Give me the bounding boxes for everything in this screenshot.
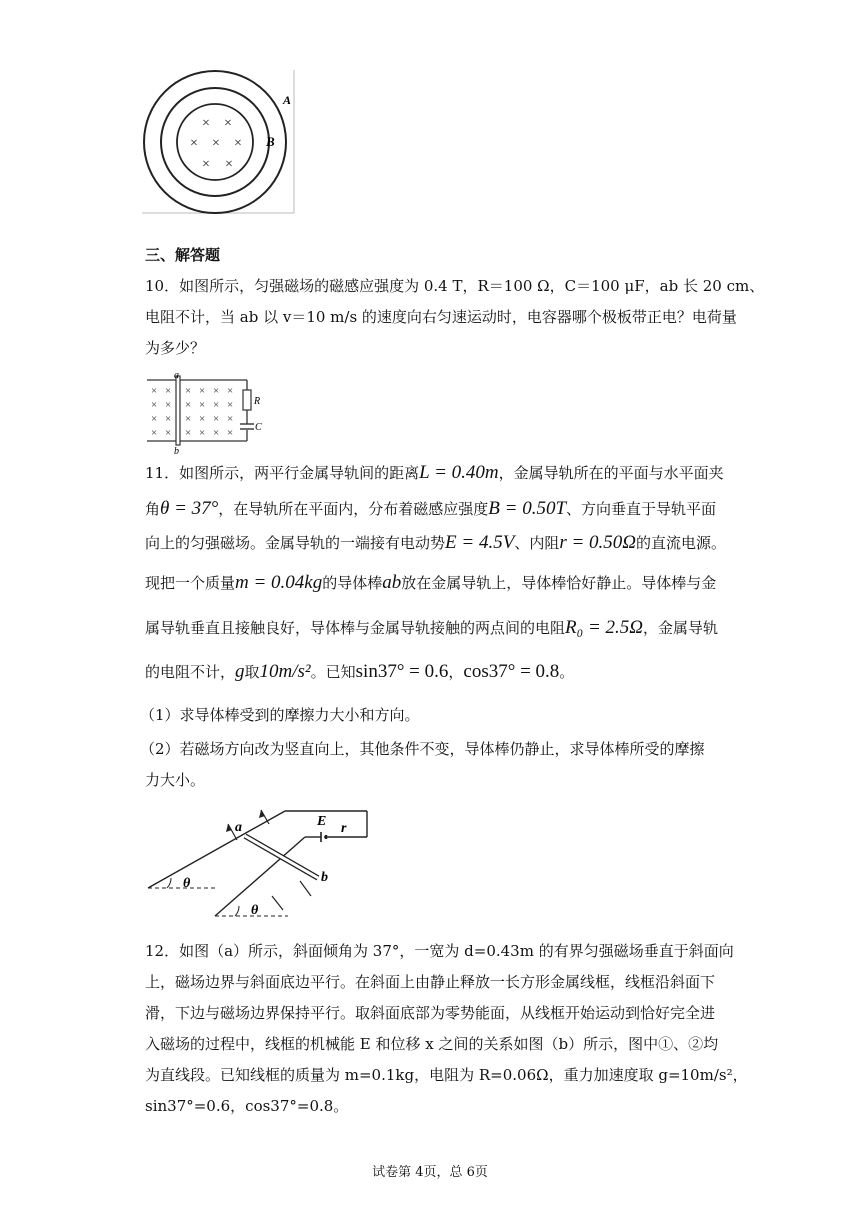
q11-l3-math-1: E = 4.5V <box>445 532 515 553</box>
q12-line-5: 为直线段。已知线框的质量为 m=0.1kg，电阻为 R=0.06Ω，重力加速度取 g=10m/s²， <box>145 1066 748 1084</box>
cross-mark: × <box>212 136 220 151</box>
cross-mark: × <box>165 399 172 411</box>
rod-label-a: a <box>174 370 179 381</box>
q11-sub-1: （1）求导体棒受到的摩擦力大小和方向。 <box>140 706 420 724</box>
cross-mark: × <box>151 385 158 397</box>
q11-l6-text-e: 。 <box>559 663 575 681</box>
q11-l2-text-b: ，在导轨所在平面内，分布着磁感应强度 <box>218 500 489 518</box>
q11-line-6 <box>145 661 574 683</box>
field-crosses <box>151 385 233 439</box>
q11-l6-g: g <box>235 661 245 682</box>
q11-l6-math-3: cos37° = 0.8 <box>463 661 560 682</box>
cross-mark: × <box>185 413 192 425</box>
q11-l3-text-a: 向上的匀强磁场。金属导轨的一端接有电动势 <box>145 534 446 552</box>
q10-line-3: 为多少？ <box>145 339 206 357</box>
q11-l2-math-2: B = 0.50T <box>488 498 567 519</box>
q11-line-4 <box>145 572 716 594</box>
ring-label-b: B <box>266 134 275 149</box>
cross-mark: × <box>165 385 172 397</box>
cross-mark: × <box>213 413 220 425</box>
cross-mark: × <box>227 427 234 439</box>
q10-circuit-figure <box>143 370 268 456</box>
q12-line-6: sin37°=0.6，cos37°=0.8。 <box>145 1097 349 1115</box>
cross-mark: × <box>151 399 158 411</box>
q11-l3-text-b: 、内阻 <box>514 534 560 552</box>
q11-l4-math: m = 0.04kg <box>235 572 323 593</box>
cross-mark: × <box>224 116 232 131</box>
q12-line-4: 入磁场的过程中，线框的机械能 E 和位移 x 之间的关系如图（b）所示，图中①、②均 <box>145 1035 719 1053</box>
cross-mark: × <box>227 399 234 411</box>
q11-l4-ab: ab <box>382 572 402 593</box>
rod-label-b: b <box>174 446 179 456</box>
q11-l2-math-1: θ = 37° <box>160 498 219 519</box>
cross-mark: × <box>185 399 192 411</box>
q12-line-2: 上，磁场边界与斜面底边平行。在斜面上由静止释放一长方形金属线框，线框沿斜面下 <box>145 973 716 991</box>
q11-l6-text-c: 。已知 <box>310 663 356 681</box>
q11-l2-text-c: 、方向垂直于导轨平面 <box>566 500 717 518</box>
cross-mark: × <box>213 399 220 411</box>
q11-l4-text-c: 放在金属导轨上，导体棒恰好静止。导体棒与金 <box>401 574 717 592</box>
q11-l5-text-a: 属导轨垂直且接触良好，导体棒与金属导轨接触的两点间的电阻 <box>145 619 566 637</box>
q11-sub-2-line-2: 力大小。 <box>145 771 206 789</box>
cross-mark: × <box>199 427 206 439</box>
rod-label-b: b <box>321 870 328 885</box>
cross-mark: × <box>199 413 206 425</box>
q12-line-1: 12．如图（a）所示，斜面倾角为 37°，一宽为 d=0.43m 的有界匀强磁场垂直于斜面向 <box>145 942 734 960</box>
page-footer: 试卷第 4页，总 6页 <box>372 1165 488 1180</box>
cross-mark: × <box>199 385 206 397</box>
q11-l6-text-a: 的电阻不计， <box>145 663 236 681</box>
q10-line-1: 10．如图所示，匀强磁场的磁感应强度为 0.4 T，R＝100 Ω，C＝100 μF，ab 长 20 cm、 <box>145 277 765 295</box>
q11-l6-text-b: 取 <box>244 663 260 681</box>
q12-line-3: 滑，下边与磁场边界保持平行。取斜面底部为零势能面，从线框开始运动到恰好完全进 <box>145 1004 716 1022</box>
cross-mark: × <box>202 157 210 172</box>
cross-mark: × <box>202 116 210 131</box>
q11-l6-math-2: sin37° = 0.6 <box>355 661 449 682</box>
q11-l1-text-a: 11．如图所示，两平行金属导轨间的距离 <box>145 464 420 482</box>
q11-incline-figure <box>145 806 375 924</box>
q11-l3-math-2: r = 0.50Ω <box>559 532 637 553</box>
cross-mark: × <box>213 385 220 397</box>
q11-l4-text-a: 现把一个质量 <box>145 574 236 592</box>
cross-mark: × <box>213 427 220 439</box>
cross-mark: × <box>227 385 234 397</box>
emf-label: E <box>317 814 327 829</box>
angle-label: θ <box>251 903 259 918</box>
q11-l5-text-b: ，金属导轨 <box>643 619 719 637</box>
q11-l6-math-1: 10m/s² <box>259 661 311 682</box>
cross-mark: × <box>227 413 234 425</box>
cross-mark: × <box>199 399 206 411</box>
cross-mark: × <box>225 157 233 172</box>
ring-label-a: A <box>283 93 292 107</box>
cross-mark: × <box>185 427 192 439</box>
cross-mark: × <box>151 413 158 425</box>
cross-mark: × <box>165 427 172 439</box>
q11-l4-text-b: 的导体棒 <box>322 574 383 592</box>
q11-sub-2-line-1: （2）若磁场方向改为竖直向上，其他条件不变，导体棒仍静止，求导体棒所受的摩擦 <box>140 740 705 758</box>
cross-mark: × <box>151 427 158 439</box>
cross-mark: × <box>165 413 172 425</box>
cross-mark: × <box>190 136 198 151</box>
cross-mark: × <box>234 136 242 151</box>
figure-concentric-rings <box>142 70 298 215</box>
q11-line-5 <box>145 617 718 639</box>
q11-l6-text-d: ， <box>448 663 464 681</box>
rod-label-a: a <box>235 820 242 835</box>
q11-line-3 <box>145 532 726 554</box>
internal-resistance-label: r <box>341 821 347 836</box>
q10-line-2: 电阻不计，当 ab 以 v＝10 m/s 的速度向右匀速运动时，电容器哪个极板带正电？电荷量 <box>145 308 737 326</box>
q11-l1-text-b: ，金属导轨所在的平面与水平面夹 <box>498 464 724 482</box>
resistor-label: R <box>254 396 261 407</box>
q11-line-1 <box>145 462 724 484</box>
capacitor-label: C <box>255 422 262 433</box>
cross-mark: × <box>185 385 192 397</box>
section-heading: 三、解答题 <box>145 246 221 264</box>
q11-l1-math: L = 0.40m <box>419 462 499 483</box>
q11-l2-text-a: 角 <box>145 500 161 518</box>
angle-label: θ <box>183 876 191 891</box>
q11-line-2 <box>145 498 716 520</box>
field-crosses <box>190 116 242 172</box>
q11-l3-text-c: 的直流电源。 <box>636 534 727 552</box>
q11-l5-math: R₀ = 2.5Ω <box>565 617 644 638</box>
